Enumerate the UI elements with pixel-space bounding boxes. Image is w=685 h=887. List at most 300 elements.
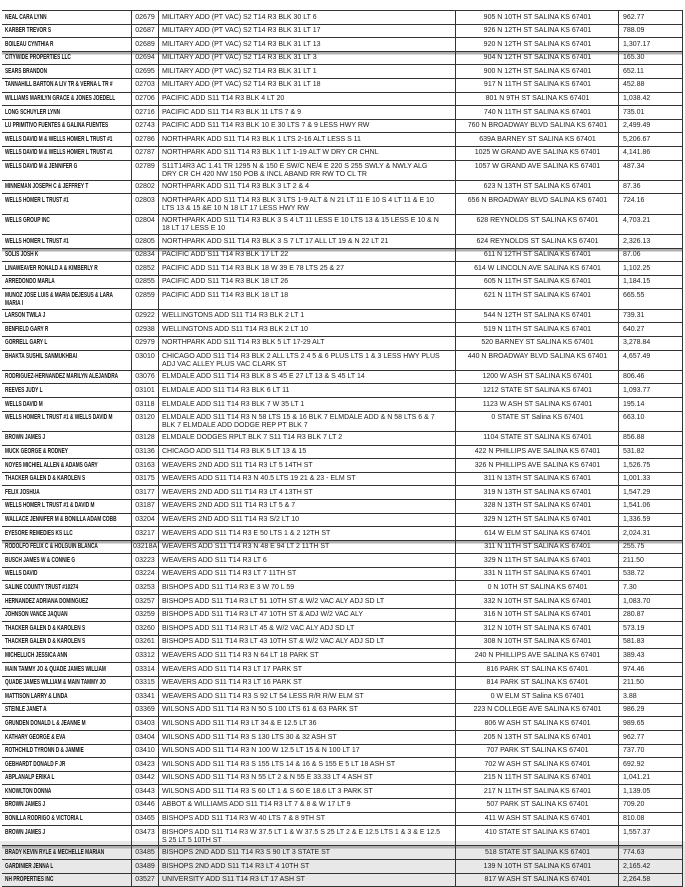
owner-name-cell — [2, 663, 131, 676]
owner-name: WELLS HOMER L TRUST #1 — [5, 196, 69, 204]
table-row — [2, 323, 683, 337]
parcel-id-cell — [131, 649, 158, 662]
amount-due: 724.16 — [623, 196, 645, 204]
amount-due-cell — [618, 785, 683, 798]
parcel-id-cell — [131, 473, 158, 486]
table-row — [2, 704, 683, 718]
property-address-cell — [455, 249, 618, 262]
owner-name: BROWN JAMES J — [5, 434, 46, 442]
parcel-id-cell — [131, 636, 158, 649]
amount-due-cell — [618, 93, 683, 106]
amount-due-cell — [618, 235, 683, 248]
amount-due-cell — [618, 826, 683, 845]
owner-name: WALLACE JENNIFER M & BONILLA ADAM COBB — [5, 516, 117, 523]
legal-description-cell — [158, 731, 455, 744]
table-row — [2, 874, 683, 887]
owner-name-cell — [2, 514, 131, 527]
owner-name-cell — [2, 235, 131, 248]
parcel-id-cell — [131, 717, 158, 730]
property-address-cell — [455, 93, 618, 106]
owner-name-cell — [2, 500, 131, 513]
owner-name: JOHNSON VANCE JAQUAN — [5, 611, 68, 619]
property-address: 926 N 12TH ST SALINA KS 67401 — [483, 27, 592, 35]
legal-description: NORTHPARK ADD S11 T14 R3 BLK 3 S 4 LT 11 LESS E 10 LTS 13 & 15 LESS E 10 & N 18 LT 17 LESS E 10 — [162, 217, 439, 233]
legal-description: BISHOPS ADD S11 T14 R3 W 37.5 LT 1 & W 37.5 S 25 LT 2 & E 12.5 LTS 1 & 3 & E 12.5 S 25 LT 5 10TH ST — [162, 828, 441, 844]
table-row — [2, 568, 683, 582]
parcel-id: 02938 — [135, 325, 155, 333]
legal-description: BISHOPS ADD S11 T14 R3 LT 43 10TH ST & W/2 VAC ALY ADJ SD LT — [162, 638, 385, 646]
amount-due: 2,326.13 — [623, 237, 651, 245]
owner-name-cell — [2, 446, 131, 459]
parcel-id: 03101 — [135, 386, 155, 394]
property-address-cell — [455, 11, 618, 24]
property-address: 328 N 13TH ST SALINA KS 67401 — [483, 502, 592, 510]
amount-due: 2,264.58 — [623, 876, 651, 884]
property-address: 139 N 10TH ST SALINA KS 67401 — [483, 862, 592, 870]
table-row — [2, 194, 683, 214]
table-row — [2, 262, 683, 276]
property-address: 319 N 13TH ST SALINA KS 67401 — [483, 488, 592, 496]
property-address: 1200 W ASH ST SALINA KS 67401 — [482, 373, 593, 381]
parcel-id-cell — [131, 133, 158, 146]
owner-name: MUCK GEORGE & RODNEY — [5, 448, 68, 456]
property-address: 410 STATE ST SALINA KS 67401 — [484, 828, 591, 836]
property-address-cell — [455, 337, 618, 350]
property-address: 329 N 11TH ST SALINA KS 67401 — [483, 556, 592, 564]
parcel-id: 02703 — [135, 81, 155, 89]
table-row — [2, 860, 683, 874]
amount-due: 962.77 — [623, 13, 645, 21]
owner-name: GARDINIER JENNA L — [5, 862, 54, 870]
owner-name: QUADE JAMES WILLIAM & MAIN TAMMY JO — [5, 679, 106, 687]
property-address: 605 N 11TH ST SALINA KS 67401 — [483, 278, 592, 286]
legal-description-cell — [158, 249, 455, 262]
property-address-cell — [455, 38, 618, 51]
legal-description: WILSONS ADD S11 T14 R3 S 60 LT 1 & S 60 E 18.6 LT 3 PARK ST — [162, 787, 373, 795]
owner-name-cell — [2, 398, 131, 411]
parcel-id-cell — [131, 799, 158, 812]
parcel-id-cell — [131, 79, 158, 92]
amount-due-cell — [618, 745, 683, 758]
table-row — [2, 106, 683, 120]
property-address-cell — [455, 874, 618, 887]
legal-description: WILSONS ADD S11 T14 R3 N 50 S 100 LTS 61 & 63 PARK ST — [162, 706, 358, 714]
owner-name: WELLS DAVID M — [5, 400, 43, 408]
amount-due: 4,657.49 — [623, 353, 651, 361]
amount-due: 452.88 — [623, 81, 645, 89]
owner-name: RODOLFO FELIX C & HOLGUIN BLANCA — [5, 543, 98, 551]
legal-description: BISHOPS ADD S11 T14 R3 LT 45 & W/2 VAC ALY ADJ SD LT — [162, 624, 355, 632]
legal-description-cell — [158, 636, 455, 649]
owner-name: BONILLA RODRIGO & VICTORIA L — [5, 815, 83, 823]
table-row — [2, 459, 683, 473]
parcel-id-cell — [131, 595, 158, 608]
owner-name-cell — [2, 181, 131, 194]
parcel-id: 03128 — [135, 434, 155, 442]
legal-description-cell — [158, 65, 455, 78]
owner-name-cell — [2, 351, 131, 370]
amount-due-cell — [618, 194, 683, 213]
property-address-cell — [455, 446, 618, 459]
amount-due-cell — [618, 473, 683, 486]
amount-due-cell — [618, 622, 683, 635]
parcel-id: 03485 — [135, 848, 155, 856]
owner-name-cell — [2, 758, 131, 771]
property-address: 707 PARK ST SALINA KS 67401 — [486, 747, 589, 755]
parcel-id: 03187 — [135, 502, 155, 510]
legal-description-cell — [158, 446, 455, 459]
property-address: 760 N BROADWAY BLVD SALINA KS 67401 — [467, 122, 608, 130]
amount-due-cell — [618, 704, 683, 717]
amount-due: 487.34 — [623, 163, 645, 171]
legal-description: BISHOPS ADD S11 T14 R3 E 3 W 70 L 59 — [162, 583, 295, 591]
property-address-cell — [455, 473, 618, 486]
amount-due: 1,184.15 — [623, 278, 651, 286]
parcel-id-cell — [131, 731, 158, 744]
parcel-id-cell — [131, 120, 158, 133]
amount-due: 3.88 — [623, 692, 637, 700]
legal-description-cell — [158, 323, 455, 336]
owner-name: MICHELLICH JESSICA ANN — [5, 651, 68, 659]
property-address: 240 N PHILLIPS AVE SALINA KS 67401 — [474, 651, 601, 659]
legal-description-cell — [158, 412, 455, 431]
property-address-cell — [455, 690, 618, 703]
owner-name: LARSON TWILA J — [5, 312, 46, 320]
owner-name-cell — [2, 772, 131, 785]
table-row — [2, 527, 683, 541]
legal-description-cell — [158, 133, 455, 146]
parcel-id: 03489 — [135, 862, 155, 870]
table-row — [2, 813, 683, 827]
table-row — [2, 595, 683, 609]
amount-due-cell — [618, 514, 683, 527]
property-address: 422 N PHILLIPS AVE SALINA KS 67401 — [474, 448, 601, 456]
owner-name-cell — [2, 609, 131, 622]
amount-due: 810.08 — [623, 815, 645, 823]
amount-due-cell — [618, 568, 683, 581]
parcel-id-cell — [131, 181, 158, 194]
owner-name-cell — [2, 459, 131, 472]
amount-due: 195.14 — [623, 400, 645, 408]
amount-due-cell — [618, 799, 683, 812]
parcel-id: 03224 — [135, 570, 155, 578]
property-address-cell — [455, 595, 618, 608]
property-address-cell — [455, 398, 618, 411]
amount-due-cell — [618, 337, 683, 350]
owner-name-cell — [2, 25, 131, 38]
property-address: 611 N 12TH ST SALINA KS 67401 — [483, 251, 592, 259]
parcel-id: 02787 — [135, 149, 155, 157]
amount-due-cell — [618, 432, 683, 445]
legal-description-cell — [158, 52, 455, 65]
owner-name: KARBER TREVOR S — [5, 27, 52, 35]
parcel-id-cell — [131, 52, 158, 65]
owner-name-cell — [2, 860, 131, 873]
legal-description-cell — [158, 194, 455, 213]
parcel-id-cell — [131, 194, 158, 213]
property-address-cell — [455, 235, 618, 248]
legal-description-cell — [158, 595, 455, 608]
amount-due: 389.43 — [623, 651, 645, 659]
legal-description: WEAVERS ADD S11 T14 R3 N 64 LT 18 PARK ST — [162, 651, 319, 659]
legal-description: ELMDALE ADD S11 T14 R3 N 58 LTS 15 & 16 BLK 7 ELMDALE ADD & N 58 LTS 6 & 7 BLK 7 ELMDALE ADD DODGE REP PT BLK 7 — [162, 414, 435, 430]
owner-name: KATHARY GEORGE & EVA — [5, 733, 66, 741]
parcel-id: 02716 — [135, 108, 155, 116]
property-address: 312 N 10TH ST SALINA KS 67401 — [483, 624, 592, 632]
owner-name-cell — [2, 704, 131, 717]
amount-due-cell — [618, 398, 683, 411]
amount-due-cell — [618, 412, 683, 431]
parcel-id-cell — [131, 677, 158, 690]
parcel-id: 03315 — [135, 679, 155, 687]
parcel-id-cell — [131, 514, 158, 527]
parcel-id: 02922 — [135, 312, 155, 320]
table-row — [2, 133, 683, 147]
owner-name-cell — [2, 636, 131, 649]
property-address-cell — [455, 826, 618, 845]
amount-due-cell — [618, 581, 683, 594]
property-address: 905 N 10TH ST SALINA KS 67401 — [483, 13, 592, 21]
owner-name-cell — [2, 106, 131, 119]
legal-description: PACIFIC ADD S11 T14 R3 BLK 18 W 39 E 78 LTS 25 & 27 — [162, 264, 344, 272]
legal-description-cell — [158, 310, 455, 323]
table-row — [2, 609, 683, 623]
parcel-id-cell — [131, 541, 158, 554]
owner-name-cell — [2, 554, 131, 567]
legal-description: BISHOPS 2ND ADD S11 T14 R3 S 90 LT 3 STATE ST — [162, 848, 331, 856]
owner-name: WELLS DAVID M & WELLS HOMER L TRUST #1 — [5, 135, 113, 143]
property-address: 519 N 11TH ST SALINA KS 67401 — [483, 325, 592, 333]
amount-due: 709.20 — [623, 801, 645, 809]
amount-due-cell — [618, 874, 683, 887]
table-row — [2, 758, 683, 772]
amount-due: 986.29 — [623, 706, 645, 714]
owner-name: NOYES MICHIEL ALLEN & ADAMS GARY — [5, 461, 98, 469]
amount-due: 280.87 — [623, 611, 645, 619]
amount-due: 531.82 — [623, 448, 645, 456]
legal-description: WILSONS ADD S11 T14 R3 N 55 LT 2 & N 55 E 33.33 LT 4 ASH ST — [162, 774, 373, 782]
amount-due-cell — [618, 541, 683, 554]
property-address: 311 N 13TH ST SALINA KS 67401 — [483, 475, 592, 483]
amount-due: 211.50 — [623, 679, 644, 687]
legal-description: ELMDALE ADD S11 T14 R3 BLK 6 LT 11 — [162, 386, 290, 394]
parcel-id: 02694 — [135, 54, 155, 62]
property-address: 639A BARNEY ST SALINA KS 67401 — [479, 135, 596, 143]
amount-due: 165.30 — [623, 54, 645, 62]
owner-name-cell — [2, 690, 131, 703]
parcel-id-cell — [131, 486, 158, 499]
owner-name: MATTISON LARRY & LINDA — [5, 692, 68, 700]
amount-due: 665.55 — [623, 291, 645, 299]
amount-due-cell — [618, 459, 683, 472]
owner-name: BRADY KEVIN RYLE & MECHELLE MARIAN — [5, 848, 105, 856]
parcel-id: 03473 — [135, 828, 155, 836]
property-address: 217 N 11TH ST SALINA KS 67401 — [483, 787, 592, 795]
table-row — [2, 473, 683, 487]
property-address-cell — [455, 554, 618, 567]
amount-due-cell — [618, 595, 683, 608]
parcel-id-cell — [131, 568, 158, 581]
table-row — [2, 432, 683, 446]
table-row — [2, 799, 683, 813]
amount-due-cell — [618, 813, 683, 826]
property-address: 816 PARK ST SALINA KS 67401 — [486, 665, 589, 673]
table-row — [2, 276, 683, 290]
table-row — [2, 446, 683, 460]
legal-description: WEAVERS ADD S11 T14 R3 E 50 LTS 1 & 2 12TH ST — [162, 529, 331, 537]
parcel-id: 03314 — [135, 665, 155, 673]
owner-name: THACKER GALEN D & KAROLEN S — [5, 624, 86, 632]
property-address: 628 REYNOLDS ST SALINA KS 67401 — [476, 217, 599, 225]
owner-name-cell — [2, 745, 131, 758]
parcel-id-cell — [131, 704, 158, 717]
parcel-id-cell — [131, 215, 158, 234]
legal-description: NORTHPARK ADD S11 T14 R3 BLK 5 LT 17-29 ALT — [162, 339, 325, 347]
property-address: 1057 W GRAND AVE SALINA KS 67401 — [474, 163, 601, 171]
parcel-id: 02855 — [135, 278, 155, 286]
property-address-cell — [455, 527, 618, 540]
owner-name-cell — [2, 289, 131, 308]
legal-description: BISHOPS 2ND ADD S11 T14 R3 LT 4 10TH ST — [162, 862, 310, 870]
legal-description-cell — [158, 38, 455, 51]
legal-description-cell — [158, 181, 455, 194]
table-row — [2, 690, 683, 704]
amount-due: 1,083.70 — [623, 597, 651, 605]
owner-name-cell — [2, 785, 131, 798]
legal-description-cell — [158, 93, 455, 106]
legal-description-cell — [158, 677, 455, 690]
owner-name-cell — [2, 568, 131, 581]
owner-name: THACKER GALEN D & KAROLEN S — [5, 638, 86, 646]
parcel-id: 03442 — [135, 774, 155, 782]
amount-due: 1,307.17 — [623, 40, 651, 48]
property-address: 917 N 11TH ST SALINA KS 67401 — [483, 81, 592, 89]
owner-name-cell — [2, 412, 131, 431]
property-address: 904 N 12TH ST SALINA KS 67401 — [483, 54, 592, 62]
legal-description-cell — [158, 79, 455, 92]
legal-description: WEAVERS ADD S11 T14 R3 LT 7 11TH ST — [162, 570, 297, 578]
legal-description-cell — [158, 785, 455, 798]
parcel-id-cell — [131, 351, 158, 370]
property-address: 316 N 10TH ST SALINA KS 67401 — [483, 611, 592, 619]
property-address-cell — [455, 412, 618, 431]
parcel-id: 03259 — [135, 611, 155, 619]
legal-description-cell — [158, 351, 455, 370]
legal-description-cell — [158, 500, 455, 513]
property-address: 518 STATE ST SALINA KS 67401 — [484, 848, 591, 856]
amount-due-cell — [618, 772, 683, 785]
property-address: 507 PARK ST SALINA KS 67401 — [486, 801, 589, 809]
owner-name: MUNOZ JOSE LUIS & MARIA DEJESUS & LARA MARIA I — [5, 291, 113, 307]
legal-description: BISHOPS ADD S11 T14 R3 LT 51 10TH ST & W/2 VAC ALY ADJ SD LT — [162, 597, 385, 605]
parcel-id: 03369 — [135, 706, 155, 714]
legal-description-cell — [158, 772, 455, 785]
legal-description: PACIFIC ADD S11 T14 R3 BLK 11 LTS 7 & 9 — [162, 108, 302, 116]
amount-due: 735.01 — [623, 108, 645, 116]
owner-name-cell — [2, 813, 131, 826]
owner-name-cell — [2, 846, 131, 859]
legal-description-cell — [158, 745, 455, 758]
owner-name: WELLS GROUP INC — [5, 217, 50, 225]
delinquent-tax-table — [2, 10, 683, 887]
property-address-cell — [455, 181, 618, 194]
owner-name: WELLS DAVID M & WELLS HOMER L TRUST #1 — [5, 149, 113, 157]
parcel-id-cell — [131, 371, 158, 384]
property-address-cell — [455, 65, 618, 78]
amount-due: 87.06 — [623, 251, 641, 259]
legal-description-cell — [158, 337, 455, 350]
property-address-cell — [455, 384, 618, 397]
parcel-id: 02789 — [135, 163, 155, 171]
owner-name: WELLS DAVID M & JENNIFER G — [5, 163, 78, 171]
parcel-id: 03260 — [135, 624, 155, 632]
amount-due-cell — [618, 11, 683, 24]
amount-due-cell — [618, 65, 683, 78]
legal-description-cell — [158, 568, 455, 581]
legal-description: MILITARY ADD (PT VAC) S2 T14 R3 BLK 31 LT 3 — [162, 54, 317, 62]
legal-description: PACIFIC ADD S11 T14 R3 BLK 4 LT 20 — [162, 95, 285, 103]
amount-due: 1,038.42 — [623, 95, 651, 103]
owner-name-cell — [2, 731, 131, 744]
table-row — [2, 249, 683, 263]
amount-due-cell — [618, 677, 683, 690]
legal-description-cell — [158, 371, 455, 384]
legal-description: WEAVERS ADD S11 T14 R3 LT 17 PARK ST — [162, 665, 303, 673]
table-row — [2, 384, 683, 398]
parcel-id-cell — [131, 432, 158, 445]
parcel-id-cell — [131, 446, 158, 459]
amount-due-cell — [618, 38, 683, 51]
amount-due: 255.75 — [623, 543, 645, 551]
parcel-id-cell — [131, 874, 158, 887]
property-address-cell — [455, 609, 618, 622]
table-row — [2, 65, 683, 79]
property-address: 331 N 11TH ST SALINA KS 67401 — [483, 570, 592, 578]
table-row — [2, 120, 683, 134]
property-address-cell — [455, 799, 618, 812]
owner-name: WELLS HOMER L TRUST #1 & DAVID M — [5, 502, 95, 510]
parcel-id-cell — [131, 11, 158, 24]
legal-description-cell — [158, 717, 455, 730]
parcel-id-cell — [131, 323, 158, 336]
legal-description-cell — [158, 813, 455, 826]
parcel-id-cell — [131, 106, 158, 119]
legal-description-cell — [158, 235, 455, 248]
amount-due-cell — [618, 276, 683, 289]
owner-name: GORRELL GARY L — [5, 339, 48, 347]
property-address-cell — [455, 351, 618, 370]
legal-description-cell — [158, 11, 455, 24]
parcel-id: 02695 — [135, 67, 155, 75]
amount-due: 1,526.75 — [623, 461, 651, 469]
owner-name-cell — [2, 38, 131, 51]
table-row — [2, 93, 683, 107]
property-address: 656 N BROADWAY BLVD SALINA KS 67401 — [467, 196, 608, 204]
owner-name: LU PRIMITIVO FUENTES & GALINA FUENTES — [5, 122, 109, 130]
legal-description-cell — [158, 147, 455, 160]
owner-name-cell — [2, 371, 131, 384]
legal-description: NORTHPARK ADD S11 T14 R3 BLK 3 LTS 1-9 ALT & N 21 LT 11 E 10 S 4 LT 11 & E 10 LTS 13 & 15 &E 10 N 18 LT 17 LESS HWY RW — [162, 196, 434, 212]
owner-name: RODRIGUEZ-HERNANDEZ MARILYN ALEJANDRA — [5, 373, 119, 381]
property-address-cell — [455, 731, 618, 744]
legal-description-cell — [158, 398, 455, 411]
owner-name: SALINE COUNTY TRUST #10274 — [5, 583, 79, 591]
table-row — [2, 38, 683, 52]
property-address-cell — [455, 459, 618, 472]
table-row — [2, 649, 683, 663]
parcel-id: 03136 — [135, 448, 155, 456]
property-address: 311 N 11TH ST SALINA KS 67401 — [484, 543, 591, 551]
